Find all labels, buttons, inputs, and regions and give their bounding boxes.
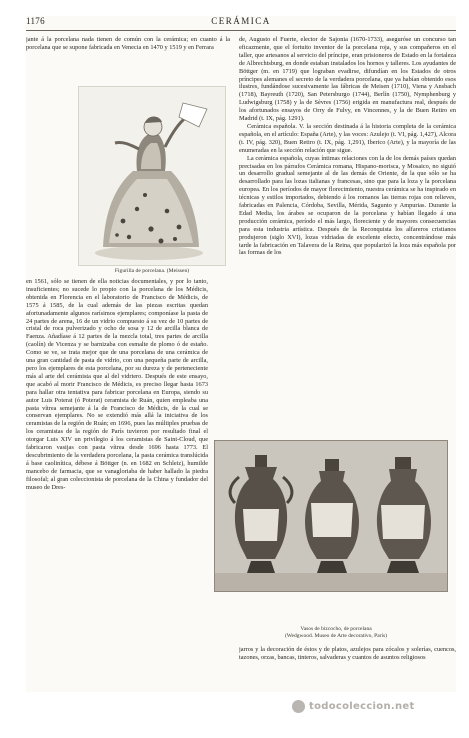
watermark-text: todocoleccion.net bbox=[309, 701, 415, 712]
figure1-caption: Figurilla de porcelana. (Meissen) bbox=[114, 268, 190, 274]
watermark-logo-icon bbox=[292, 700, 305, 713]
right-column-bottom bbox=[239, 646, 456, 692]
left-body-paragraph: en 1561, sólo se tienen de ella noticias documentales, y por lo tanto, insuficientes; no sucede lo propio con la porcelana de los Médicis, obtenida en Florencia en el laboratorio de Francisco de Médicis, de 1575 á 1585, de la cual además de las piezas escritas quedan afortunadamente algunos rarísimos ejemplares; componíase la pasta de 24 partes de arena, 16 de un vidrio compuesto á su vez de 10 partes de cristal de roca pulverizado y ocho de sosa y 12 de arcilla blanca de Faenza. Añadíase á 12 partes de la mezcla total, tres partes de arcilla (caolín) de Vicenza y se barnizaba con esmalte de plomo ó de estaño. Como se ve, se trata mejor que de una porcelana de una cerámica de una gran cantidad de pasta de vidrio, con una pequeña parte de arcilla, pero los ejemplares de esta porcelana, por su dureza y de perteneciente más al arte del cerámista que al del vidriero. Después de este ensayo, que acabó al morir Francisco de Médicis, es preciso llegar hasta 1673 para hallar otra tentativa para fabricar porcelana en Europa, siendo su autor Luis Poterat (ó Poterat) ceramista de Ruán, quien empleaba una pasta vítrea semejante á la de Francisco de Médicis, de la cual se conservan ejemplares. No se extendió más allá la iniciativa de los ceramistas de la región de Ruán; en 1696, pues las múltiples pruebas de los ceramistas de la región de París tuvieron por resultado final el otorgar Luis XIV un privilegio á los ceramistas de Saint-Cloud, que fabricaron vasijas con pasta vítrea desde 1696 hasta 1773. El descubrimiento de la verdadera porcelana, la pasta cerámica translúcida á base caolinítica, débese á Böttger (n. en 1682 en Schleiz), humilde mancebo de farmacia, que se vanagloriaba de haber hallado la piedra filosofal; al gran coleccionista de porcelana de la China y fundador del museo de Dres- bbox=[26, 278, 208, 491]
page-number: 1176 bbox=[26, 16, 45, 26]
figure2-caption bbox=[266, 626, 406, 640]
left-column-body bbox=[26, 278, 208, 692]
figure2-caption-line1: Vasos de bizcocho, de porcelana bbox=[300, 626, 372, 632]
figurine-illustration bbox=[78, 86, 226, 266]
figure2-caption-line2: (Wedgwood. Museo de Arte decorativo, París) bbox=[284, 633, 388, 639]
right-bottom-paragraph: jarros y la decoración de éstos y de platos, azulejos para zócalos y solerías, cuencos, tazones, orzas, bancas, tinteros, salvaderas y cuantos de asuntos religiosos bbox=[239, 646, 456, 661]
document-page bbox=[26, 16, 456, 692]
figurine-image bbox=[79, 87, 225, 265]
left-top-paragraph: jante á la porcelana nada tienen de común con la cerámica; en cuanto á la porcelana que se supone fabricada en Venecia en 1470 y 1519 y en Ferrara bbox=[26, 36, 230, 51]
right-column bbox=[239, 36, 456, 432]
vases-image bbox=[215, 441, 447, 591]
watermark bbox=[292, 700, 442, 714]
header-rule bbox=[26, 30, 456, 31]
page-title: CERÁMICA bbox=[211, 16, 271, 26]
right-body-paragraph: La cerámica española, cuyas íntimas relaciones con la de los demás países quedan precisadas en los párrafos Cerámica romana, Hispano-morisca, y Mosaico, no siguió un desarrollo gradual semejante al de las demás de Oriente, de la que sólo se ha desarrollado para las lozas italianas y francesas, sino que para la loza y la porcelana europea. En los períodos de mayor florecimiento, nuestra cerámica se ha inspirado en técnicas y estilos importados, debiendo á los romanos las tierras rojas con relieves, fabricadas en Palencia, Córdoba, Sevilla, Mérida, Sagunto y Ampurias. Durante la Edad Media, los árabes se ocuparon de la porcelana y habían llegado á una producción cerámica, período el más largo, floreciente y de mayores consecuencias para esta industria artística. Después de la Reconquista los alfareros cristianos produjeron (siglo XVI), lozas vidriadas de excelente efecto, concentrándose más tarde la fabricación en Talavera de la Reina, que popularizó la loza más española por las formas de los bbox=[239, 154, 456, 257]
vases-illustration bbox=[214, 440, 448, 592]
section-ceramica-espanola: Cerámica española. V. la sección destinada á la historia completa de la cerámica española, en el artículo: España (Arte), y las voces: Azulejo (t. VI, pág. 1,427), Alcora (t. IV, pág. 320), Buen Retiro (t. IX, pág. 1,291), Iberico (Arte), y la mayoría de las enumeradas en la sección relación que sigue. bbox=[239, 122, 456, 154]
page-header bbox=[26, 16, 456, 30]
right-top-paragraph: de, Augusto el Fuerte, elector de Sajonia (1670-1733), aseguróse un concurso tan eficazmente, que el fortuito inventor de la porcelana roja, y sus compañeros en el taller, que artesanos al servicio del príncipe, eran prisioneros de Estado en la fortaleza de Albrechtsburg, en donde estaban instalados los hornos y talleres. Los ayudantes de Böttger (m. en 1719) que lograban evadirse, difundían en los Estados de otros príncipes alemanes el secreto de la verdadera porcelana, que ya habían obtenido esos ilustres, fundándose sucesivamente las fábricas de Meisen (1710), Viena y Ansbach (1718), Bayreuth (1720), San Petersburgo (1744), Berlín (1750), Nymphenburg y Ludwigsburg (1758) y la de Sèvres (1756) erigida en manufactura real, después de los afortunados ensayos de Orry de Fulvy, en Vincennes, y la de Buen Retiro en Madrid (t. IX, pág. 1291). bbox=[239, 36, 456, 123]
left-column-top bbox=[26, 36, 230, 82]
